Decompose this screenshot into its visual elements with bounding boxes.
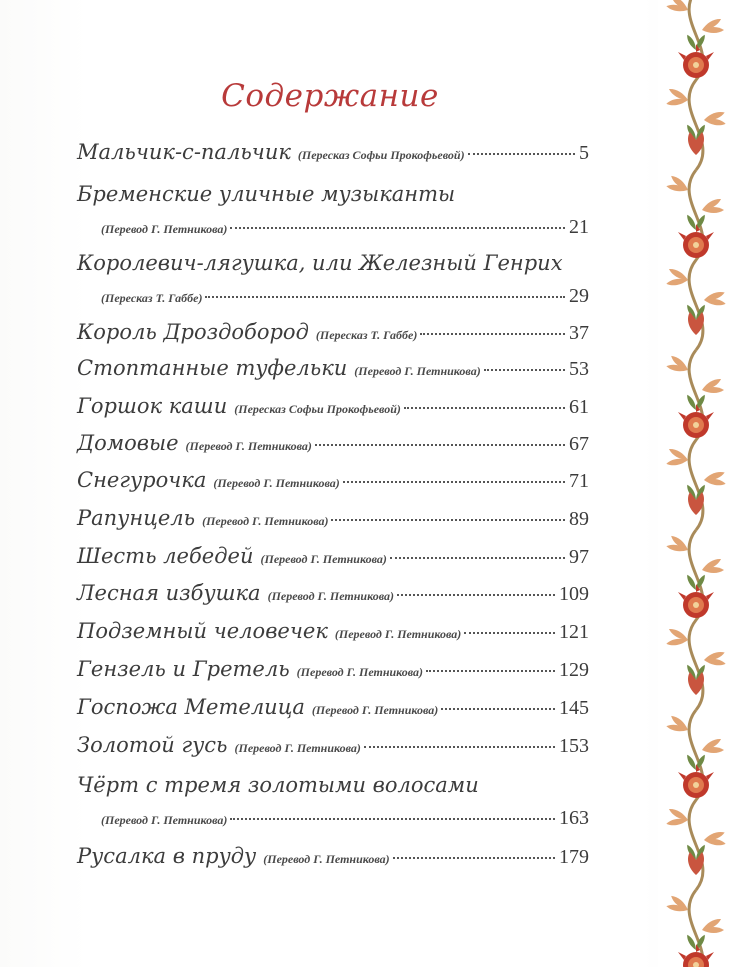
toc-entry-title-line[interactable] [77, 773, 589, 797]
floral-ornament-icon [658, 0, 733, 967]
translator-note: (Перевод Г. Петникова) [334, 627, 462, 641]
dot-leader [364, 746, 555, 748]
translator-note: (Перевод Г. Петникова) [260, 552, 387, 566]
toc-entry[interactable] [77, 544, 589, 569]
translator-note: (Пересказ Софьи Прокофьевой) [234, 402, 401, 416]
translator-note: (Перевод Г. Петникова) [234, 741, 361, 755]
story-title: Русалка в пруду [77, 844, 257, 868]
dot-leader [441, 708, 555, 710]
translator-note: (Перевод Г. Петникова) [311, 703, 439, 717]
toc-entry-title-line[interactable] [77, 182, 589, 206]
toc-entry[interactable] [77, 733, 589, 758]
page-number: 89 [569, 508, 589, 530]
toc-entry[interactable] [77, 356, 589, 381]
toc-entry[interactable] [77, 216, 589, 239]
translator-note: (Пересказ Т. Габбе) [101, 291, 203, 305]
translator-note: (Перевод Г. Петникова) [101, 813, 228, 827]
toc-entry[interactable] [77, 695, 589, 720]
toc-entry[interactable] [77, 657, 589, 682]
story-title: Королевич-лягушка, или Железный Генрих [77, 251, 563, 275]
story-title: Домовые [77, 431, 179, 455]
dot-leader [331, 519, 565, 521]
toc-entry[interactable] [77, 140, 589, 165]
dot-leader [426, 670, 555, 672]
dot-leader [397, 594, 555, 596]
dot-leader [404, 407, 565, 409]
page-number: 71 [569, 470, 589, 492]
story-title: Лесная избушка [77, 581, 261, 605]
translator-note: (Перевод Г. Петникова) [202, 514, 329, 528]
translator-note: (Перевод Г. Петникова) [267, 589, 394, 603]
dot-leader [343, 481, 565, 483]
page-number: 5 [579, 142, 589, 164]
story-title: Бременские уличные музыканты [77, 182, 456, 206]
page-number: 21 [569, 216, 589, 238]
toc-entry[interactable] [77, 431, 589, 456]
page-number: 29 [569, 285, 589, 307]
toc-entry-title-line[interactable] [77, 251, 589, 275]
page-number: 145 [559, 697, 589, 719]
toc-entry[interactable] [77, 844, 589, 869]
dot-leader [468, 153, 575, 155]
page-number: 153 [559, 735, 589, 757]
story-title: Золотой гусь [77, 733, 228, 757]
story-title: Стоптанные туфельки [77, 356, 348, 380]
translator-note: (Перевод Г. Петникова) [296, 665, 424, 679]
dot-leader [205, 296, 565, 298]
toc-entry[interactable] [77, 581, 589, 606]
page-number: 109 [559, 583, 589, 605]
story-title: Рапунцель [77, 506, 196, 530]
translator-note: (Пересказ Софьи Прокофьевой) [297, 148, 465, 162]
toc-entry[interactable] [77, 619, 589, 644]
floral-border [658, 0, 733, 967]
translator-note: (Перевод Г. Петникова) [354, 364, 481, 378]
story-title: Мальчик-с-пальчик [77, 140, 291, 164]
story-title: Подземный человечек [77, 619, 328, 643]
page-number: 163 [559, 807, 589, 829]
story-title: Шесть лебедей [77, 544, 254, 568]
toc-entry[interactable] [77, 320, 589, 345]
toc-entry[interactable] [77, 285, 589, 308]
translator-note: (Перевод Г. Петникова) [185, 439, 312, 453]
translator-note: (Перевод Г. Петникова) [101, 222, 228, 236]
translator-note: (Перевод Г. Петникова) [213, 476, 340, 490]
toc-entry[interactable] [77, 807, 589, 830]
page-number: 67 [569, 433, 589, 455]
translator-note: (Пересказ Т. Габбе) [315, 328, 418, 342]
dot-leader [230, 818, 555, 820]
dot-leader [390, 557, 565, 559]
toc-entry[interactable] [77, 506, 589, 531]
page-number: 61 [569, 396, 589, 418]
dot-leader [484, 369, 565, 371]
story-title: Госпожа Метелица [77, 695, 305, 719]
dot-leader [393, 857, 555, 859]
dot-leader [464, 632, 555, 634]
story-title: Чёрт с тремя золотыми волосами [77, 773, 479, 797]
story-title: Горшок каши [77, 394, 228, 418]
dot-leader [230, 227, 565, 229]
page-number: 179 [559, 846, 589, 868]
dot-leader [315, 444, 565, 446]
page-number: 97 [569, 546, 589, 568]
page-number: 129 [559, 659, 589, 681]
story-title: Король Дроздобород [77, 320, 309, 344]
dot-leader [420, 333, 565, 335]
page-title: Содержание [221, 78, 439, 114]
toc-entry[interactable] [77, 468, 589, 493]
page-number: 53 [569, 358, 589, 380]
toc-entry[interactable] [77, 394, 589, 419]
page-number: 37 [569, 322, 589, 344]
story-title: Снегурочка [77, 468, 207, 492]
translator-note: (Перевод Г. Петникова) [263, 852, 390, 866]
page-number: 121 [559, 621, 589, 643]
story-title: Гензель и Гретель [77, 657, 290, 681]
